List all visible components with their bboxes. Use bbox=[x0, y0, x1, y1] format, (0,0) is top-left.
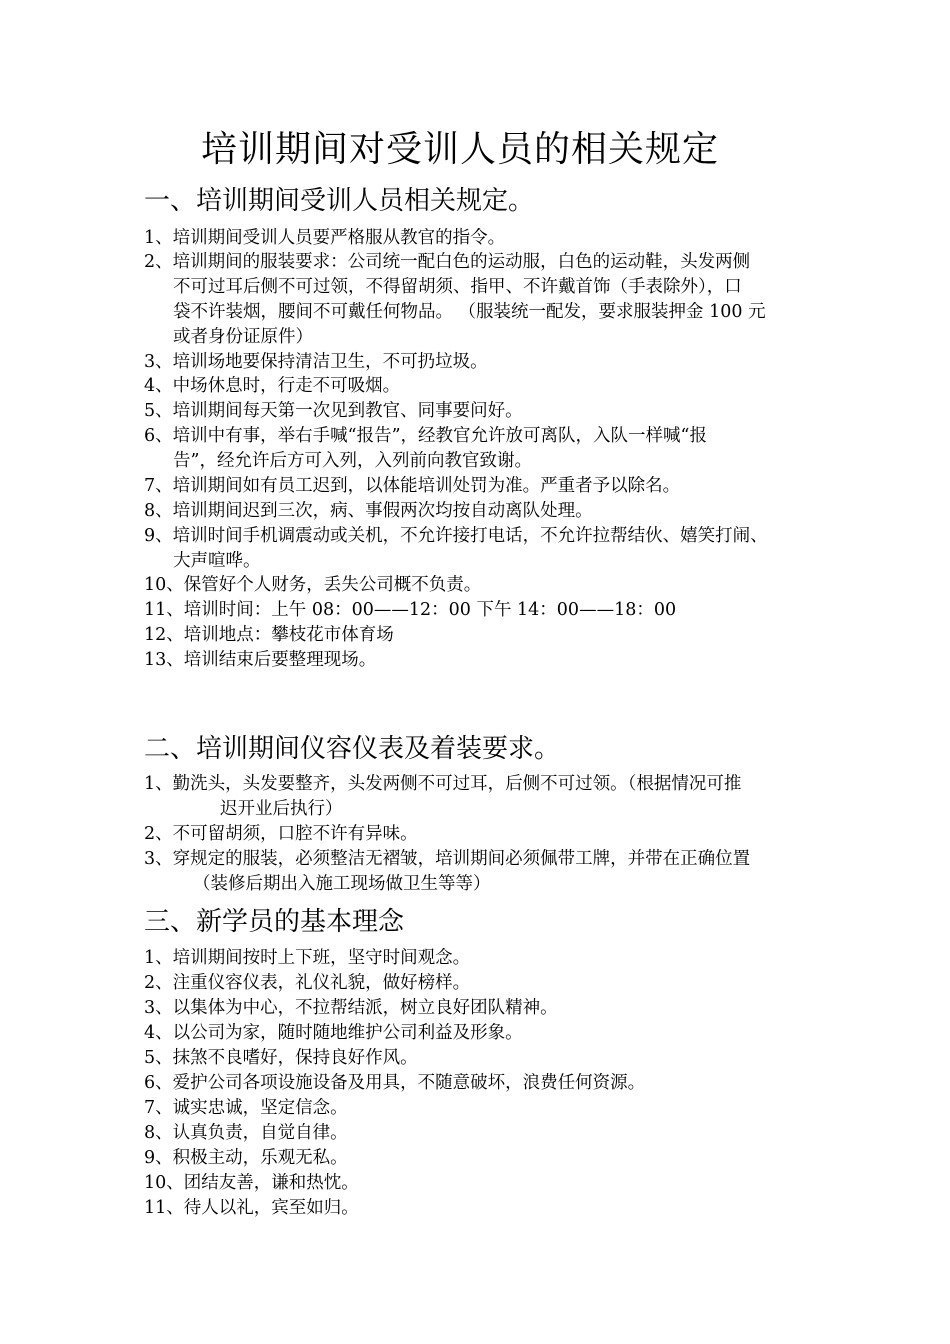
rule-text-continued: 不可过耳后侧不可过领，不得留胡须、指甲、不许戴首饰（手表除外），口 bbox=[173, 277, 742, 297]
section-heading-3: 三、新学员的基本理念 bbox=[144, 907, 405, 937]
principle-text: 10、团结友善，谦和热忱。 bbox=[144, 1173, 359, 1193]
rule-text: 4、中场休息时，行走不可吸烟。 bbox=[144, 376, 401, 396]
rule-text-continued: （装修后期出入施工现场做卫生等等） bbox=[193, 874, 491, 894]
principle-item bbox=[144, 1021, 824, 1046]
principle-text: 6、爱护公司各项设施设备及用具，不随意破坏，浪费任何资源。 bbox=[144, 1073, 646, 1093]
principle-text: 5、抹煞不良嗜好，保持良好作风。 bbox=[144, 1048, 418, 1068]
rule-text-continued: 迟开业后执行） bbox=[220, 799, 343, 819]
principle-item bbox=[144, 971, 824, 996]
document-title: 培训期间对受训人员的相关规定 bbox=[200, 129, 719, 170]
rule-item bbox=[144, 350, 824, 375]
principle-item bbox=[144, 1096, 824, 1121]
rule-text: 3、培训场地要保持清洁卫生，不可扔垃圾。 bbox=[144, 352, 488, 372]
rule-item bbox=[144, 623, 824, 648]
rule-text: 11、培训时间：上午 08：00——12：00 下午 14：00——18：00 bbox=[144, 600, 677, 620]
principle-item bbox=[144, 1196, 824, 1221]
rule-item bbox=[144, 374, 824, 399]
rule-text: 1、勤洗头，头发要整齐，头发两侧不可过耳，后侧不可过领。（根据情况可推 bbox=[144, 774, 742, 794]
rule-text-continued: 大声喧哗。 bbox=[173, 551, 261, 571]
rule-item bbox=[144, 648, 824, 673]
rule-text: 10、保管好个人财务，丢失公司概不负责。 bbox=[144, 575, 482, 595]
principle-item bbox=[144, 1171, 824, 1196]
rule-item bbox=[144, 474, 824, 499]
rule-text: 9、培训时间手机调震动或关机，不允许接打电话，不允许拉帮结伙、嬉笑打闹、 bbox=[144, 526, 768, 546]
principle-item bbox=[144, 946, 824, 971]
principle-text: 9、积极主动，乐观无私。 bbox=[144, 1148, 348, 1168]
principle-text: 2、注重仪容仪表，礼仪礼貌，做好榜样。 bbox=[144, 973, 471, 993]
rule-item bbox=[144, 598, 824, 623]
rule-item bbox=[144, 424, 824, 474]
rule-text: 2、不可留胡须，口腔不许有异味。 bbox=[144, 824, 418, 844]
principle-text: 4、以公司为家，随时随地维护公司利益及形象。 bbox=[144, 1023, 523, 1043]
rule-item bbox=[144, 772, 824, 822]
rule-text-continued: 告”，经允许后方可入列，入列前向教官致谢。 bbox=[173, 451, 532, 471]
principle-text: 8、认真负责，自觉自律。 bbox=[144, 1123, 348, 1143]
principle-item bbox=[144, 1071, 824, 1096]
rule-item bbox=[144, 847, 824, 897]
principle-item bbox=[144, 1121, 824, 1146]
rule-item bbox=[144, 573, 824, 598]
principle-text: 1、培训期间按时上下班，坚守时间观念。 bbox=[144, 948, 471, 968]
rule-item bbox=[144, 822, 824, 847]
rule-item bbox=[144, 250, 824, 350]
rule-text: 7、培训期间如有员工迟到，以体能培训处罚为准。严重者予以除名。 bbox=[144, 476, 681, 496]
rule-text: 3、穿规定的服装，必须整洁无褶皱，培训期间必须佩带工牌，并带在正确位置 bbox=[144, 849, 751, 869]
principle-item bbox=[144, 996, 824, 1021]
rule-text-continued: 袋不许装烟，腰间不可戴任何物品。 （服装统一配发，要求服装押金 100 元 bbox=[173, 302, 766, 322]
section-heading-2: 二、培训期间仪容仪表及着装要求。 bbox=[144, 734, 561, 764]
rule-text: 6、培训中有事，举右手喊“报告”，经教官允许放可离队，入队一样喊“报 bbox=[144, 426, 707, 446]
principle-item bbox=[144, 1046, 824, 1071]
rule-item bbox=[144, 226, 824, 251]
rule-text: 13、培训结束后要整理现场。 bbox=[144, 650, 377, 670]
principle-text: 3、以集体为中心，不拉帮结派，树立良好团队精神。 bbox=[144, 998, 558, 1018]
rule-text: 2、培训期间的服装要求：公司统一配白色的运动服，白色的运动鞋，头发两侧 bbox=[144, 252, 751, 272]
rule-text: 8、培训期间迟到三次，病、事假两次均按自动离队处理。 bbox=[144, 501, 593, 521]
principle-text: 11、待人以礼，宾至如归。 bbox=[144, 1198, 359, 1218]
section-heading-1: 一、培训期间受训人员相关规定。 bbox=[144, 186, 535, 216]
rule-text: 1、培训期间受训人员要严格服从教官的指令。 bbox=[144, 228, 506, 248]
rule-item bbox=[144, 524, 824, 574]
rule-item bbox=[144, 399, 824, 424]
principle-text: 7、诚实忠诚，坚定信念。 bbox=[144, 1098, 348, 1118]
rule-text: 12、培训地点：攀枝花市体育场 bbox=[144, 625, 394, 645]
principle-item bbox=[144, 1146, 824, 1171]
rule-text-continued: 或者身份证原件） bbox=[173, 327, 313, 347]
rule-item bbox=[144, 499, 824, 524]
rule-text: 5、培训期间每天第一次见到教官、同事要问好。 bbox=[144, 401, 523, 421]
